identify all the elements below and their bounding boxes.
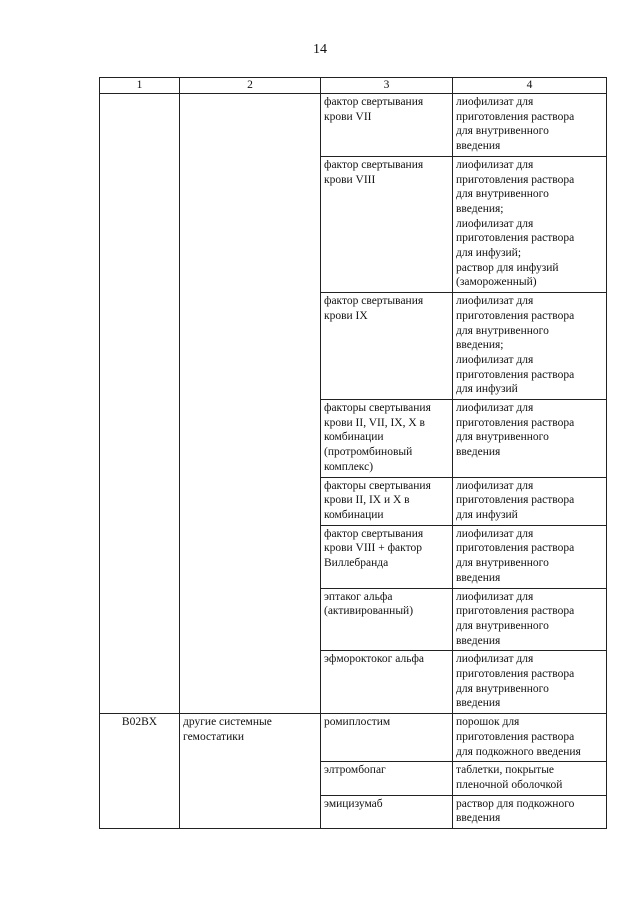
drug-name-cell xyxy=(321,94,453,157)
cell-text-line: лиофилизат для xyxy=(456,217,534,230)
cell-text-line: крови VIII + фактор xyxy=(324,542,422,555)
dosage-form-cell xyxy=(453,795,607,828)
drug-table xyxy=(99,77,607,829)
dosage-form-cell xyxy=(453,477,607,525)
header-col-1: 1 xyxy=(100,78,180,94)
cell-text-line: для внутривенного xyxy=(456,431,549,444)
dosage-form-cell xyxy=(453,293,607,400)
header-col-4: 4 xyxy=(453,78,607,94)
cell-text-line: таблетки, покрытые xyxy=(456,764,555,777)
drug-name-cell xyxy=(321,156,453,292)
cell-text-line: лиофилизат для xyxy=(456,295,534,308)
cell-text-line: Виллебранда xyxy=(324,557,389,570)
cell-text-line: для подкожного введения xyxy=(456,745,581,758)
cell-text-line: для внутривенного xyxy=(456,682,549,695)
cell-text-line: крови VII xyxy=(324,110,372,123)
header-row xyxy=(100,78,607,94)
cell-text-line: для внутривенного xyxy=(456,619,549,632)
cell-text-line: (замороженный) xyxy=(456,276,537,289)
cell-text-line: приготовления раствора xyxy=(456,173,575,186)
cell-text-line: эмицизумаб xyxy=(324,797,383,810)
cell-text-line: эфмороктоког альфа xyxy=(324,653,424,666)
cell-text-line: приготовления раствора xyxy=(456,110,575,123)
cell-text-line: для внутривенного xyxy=(456,125,549,138)
anatomical-group-cell xyxy=(180,714,321,829)
drug-name-cell xyxy=(321,525,453,588)
cell-text-line: фактор свертывания xyxy=(324,96,424,108)
dosage-form-cell xyxy=(453,525,607,588)
cell-text-line: комбинации xyxy=(324,508,384,521)
cell-text-line: для инфузий xyxy=(456,383,518,396)
drug-name-cell xyxy=(321,588,453,651)
header-col-3: 3 xyxy=(321,78,453,94)
cell-text-line: введения xyxy=(456,571,501,584)
cell-text-line: приготовления раствора xyxy=(456,309,575,322)
table-row xyxy=(100,94,607,157)
dosage-form-cell xyxy=(453,400,607,478)
cell-text-line: крови II, IX и X в xyxy=(324,494,410,507)
drug-name-cell xyxy=(321,293,453,400)
drug-name-cell xyxy=(321,400,453,478)
cell-text-line: комплекс) xyxy=(324,460,374,473)
cell-text-line: крови IX xyxy=(324,309,368,322)
drug-name-cell xyxy=(321,762,453,795)
cell-text-line: другие системные xyxy=(183,716,272,729)
atc-code-cell xyxy=(100,94,180,714)
cell-text-line: приготовления раствора xyxy=(456,232,575,245)
cell-text-line: введения xyxy=(456,697,501,710)
cell-text-line: порошок для xyxy=(456,716,520,729)
cell-text-line: приготовления раствора xyxy=(456,542,575,555)
cell-text-line: фактор свертывания xyxy=(324,527,424,540)
cell-text-line: для инфузий xyxy=(456,508,518,521)
dosage-form-cell xyxy=(453,588,607,651)
drug-name-cell xyxy=(321,651,453,714)
cell-text-line: пленочной оболочкой xyxy=(456,778,563,791)
cell-text-line: введения xyxy=(456,812,501,825)
cell-text-line: введения xyxy=(456,634,501,647)
anatomical-group-cell xyxy=(180,94,321,714)
cell-text-line: (протромбиновый xyxy=(324,446,413,459)
dosage-form-cell xyxy=(453,94,607,157)
cell-text-line: раствор для подкожного xyxy=(456,797,575,810)
drug-name-cell xyxy=(321,714,453,762)
cell-text-line: для внутривенного xyxy=(456,324,549,337)
cell-text-line: лиофилизат для xyxy=(456,653,534,666)
cell-text-line: фактор свертывания xyxy=(324,295,424,308)
cell-text-line: эптаког альфа xyxy=(324,590,393,603)
page-number: 14 xyxy=(313,42,327,57)
table-row xyxy=(100,714,607,762)
drug-name-cell xyxy=(321,477,453,525)
dosage-form-cell xyxy=(453,714,607,762)
header-col-2: 2 xyxy=(180,78,321,94)
dosage-form-cell xyxy=(453,762,607,795)
cell-text-line: лиофилизат для xyxy=(456,590,534,603)
cell-text-line: крови II, VII, IX, X в xyxy=(324,416,425,429)
drug-name-cell xyxy=(321,795,453,828)
cell-text-line: введения; xyxy=(456,202,504,215)
cell-text-line: приготовления раствора xyxy=(456,368,575,381)
cell-text-line: факторы свертывания xyxy=(324,402,431,415)
cell-text-line: для инфузий; xyxy=(456,247,522,260)
cell-text-line: приготовления раствора xyxy=(456,494,575,507)
cell-text-line: факторы свертывания xyxy=(324,479,431,492)
cell-text-line: лиофилизат для xyxy=(456,158,534,171)
cell-text-line: лиофилизат для xyxy=(456,353,534,366)
cell-text-line: лиофилизат для xyxy=(456,96,534,108)
cell-text-line: приготовления раствора xyxy=(456,668,575,681)
table-body xyxy=(100,94,607,829)
cell-text-line: введения xyxy=(456,446,501,459)
cell-text-line: приготовления раствора xyxy=(456,730,575,743)
cell-text-line: элтромбопаг xyxy=(324,764,386,777)
cell-text-line: приготовления раствора xyxy=(456,605,575,618)
cell-text-line: фактор свертывания xyxy=(324,158,424,171)
cell-text-line: введения; xyxy=(456,339,504,352)
cell-text-line: раствор для инфузий xyxy=(456,261,559,274)
dosage-form-cell xyxy=(453,156,607,292)
cell-text-line: лиофилизат для xyxy=(456,479,534,492)
cell-text-line: приготовления раствора xyxy=(456,416,575,429)
cell-text-line: гемостатики xyxy=(183,730,244,743)
cell-text-line: ромиплостим xyxy=(324,716,391,729)
cell-text-line: B02BX xyxy=(121,716,158,729)
cell-text-line: крови VIII xyxy=(324,173,376,186)
cell-text-line: лиофилизат для xyxy=(456,527,534,540)
cell-text-line: для внутривенного xyxy=(456,188,549,201)
cell-text-line: (активированный) xyxy=(324,605,414,618)
atc-code-cell xyxy=(100,714,180,829)
cell-text-line: лиофилизат для xyxy=(456,402,534,415)
cell-text-line: для внутривенного xyxy=(456,557,549,570)
cell-text-line: комбинации xyxy=(324,431,384,444)
dosage-form-cell xyxy=(453,651,607,714)
cell-text-line: введения xyxy=(456,140,501,153)
